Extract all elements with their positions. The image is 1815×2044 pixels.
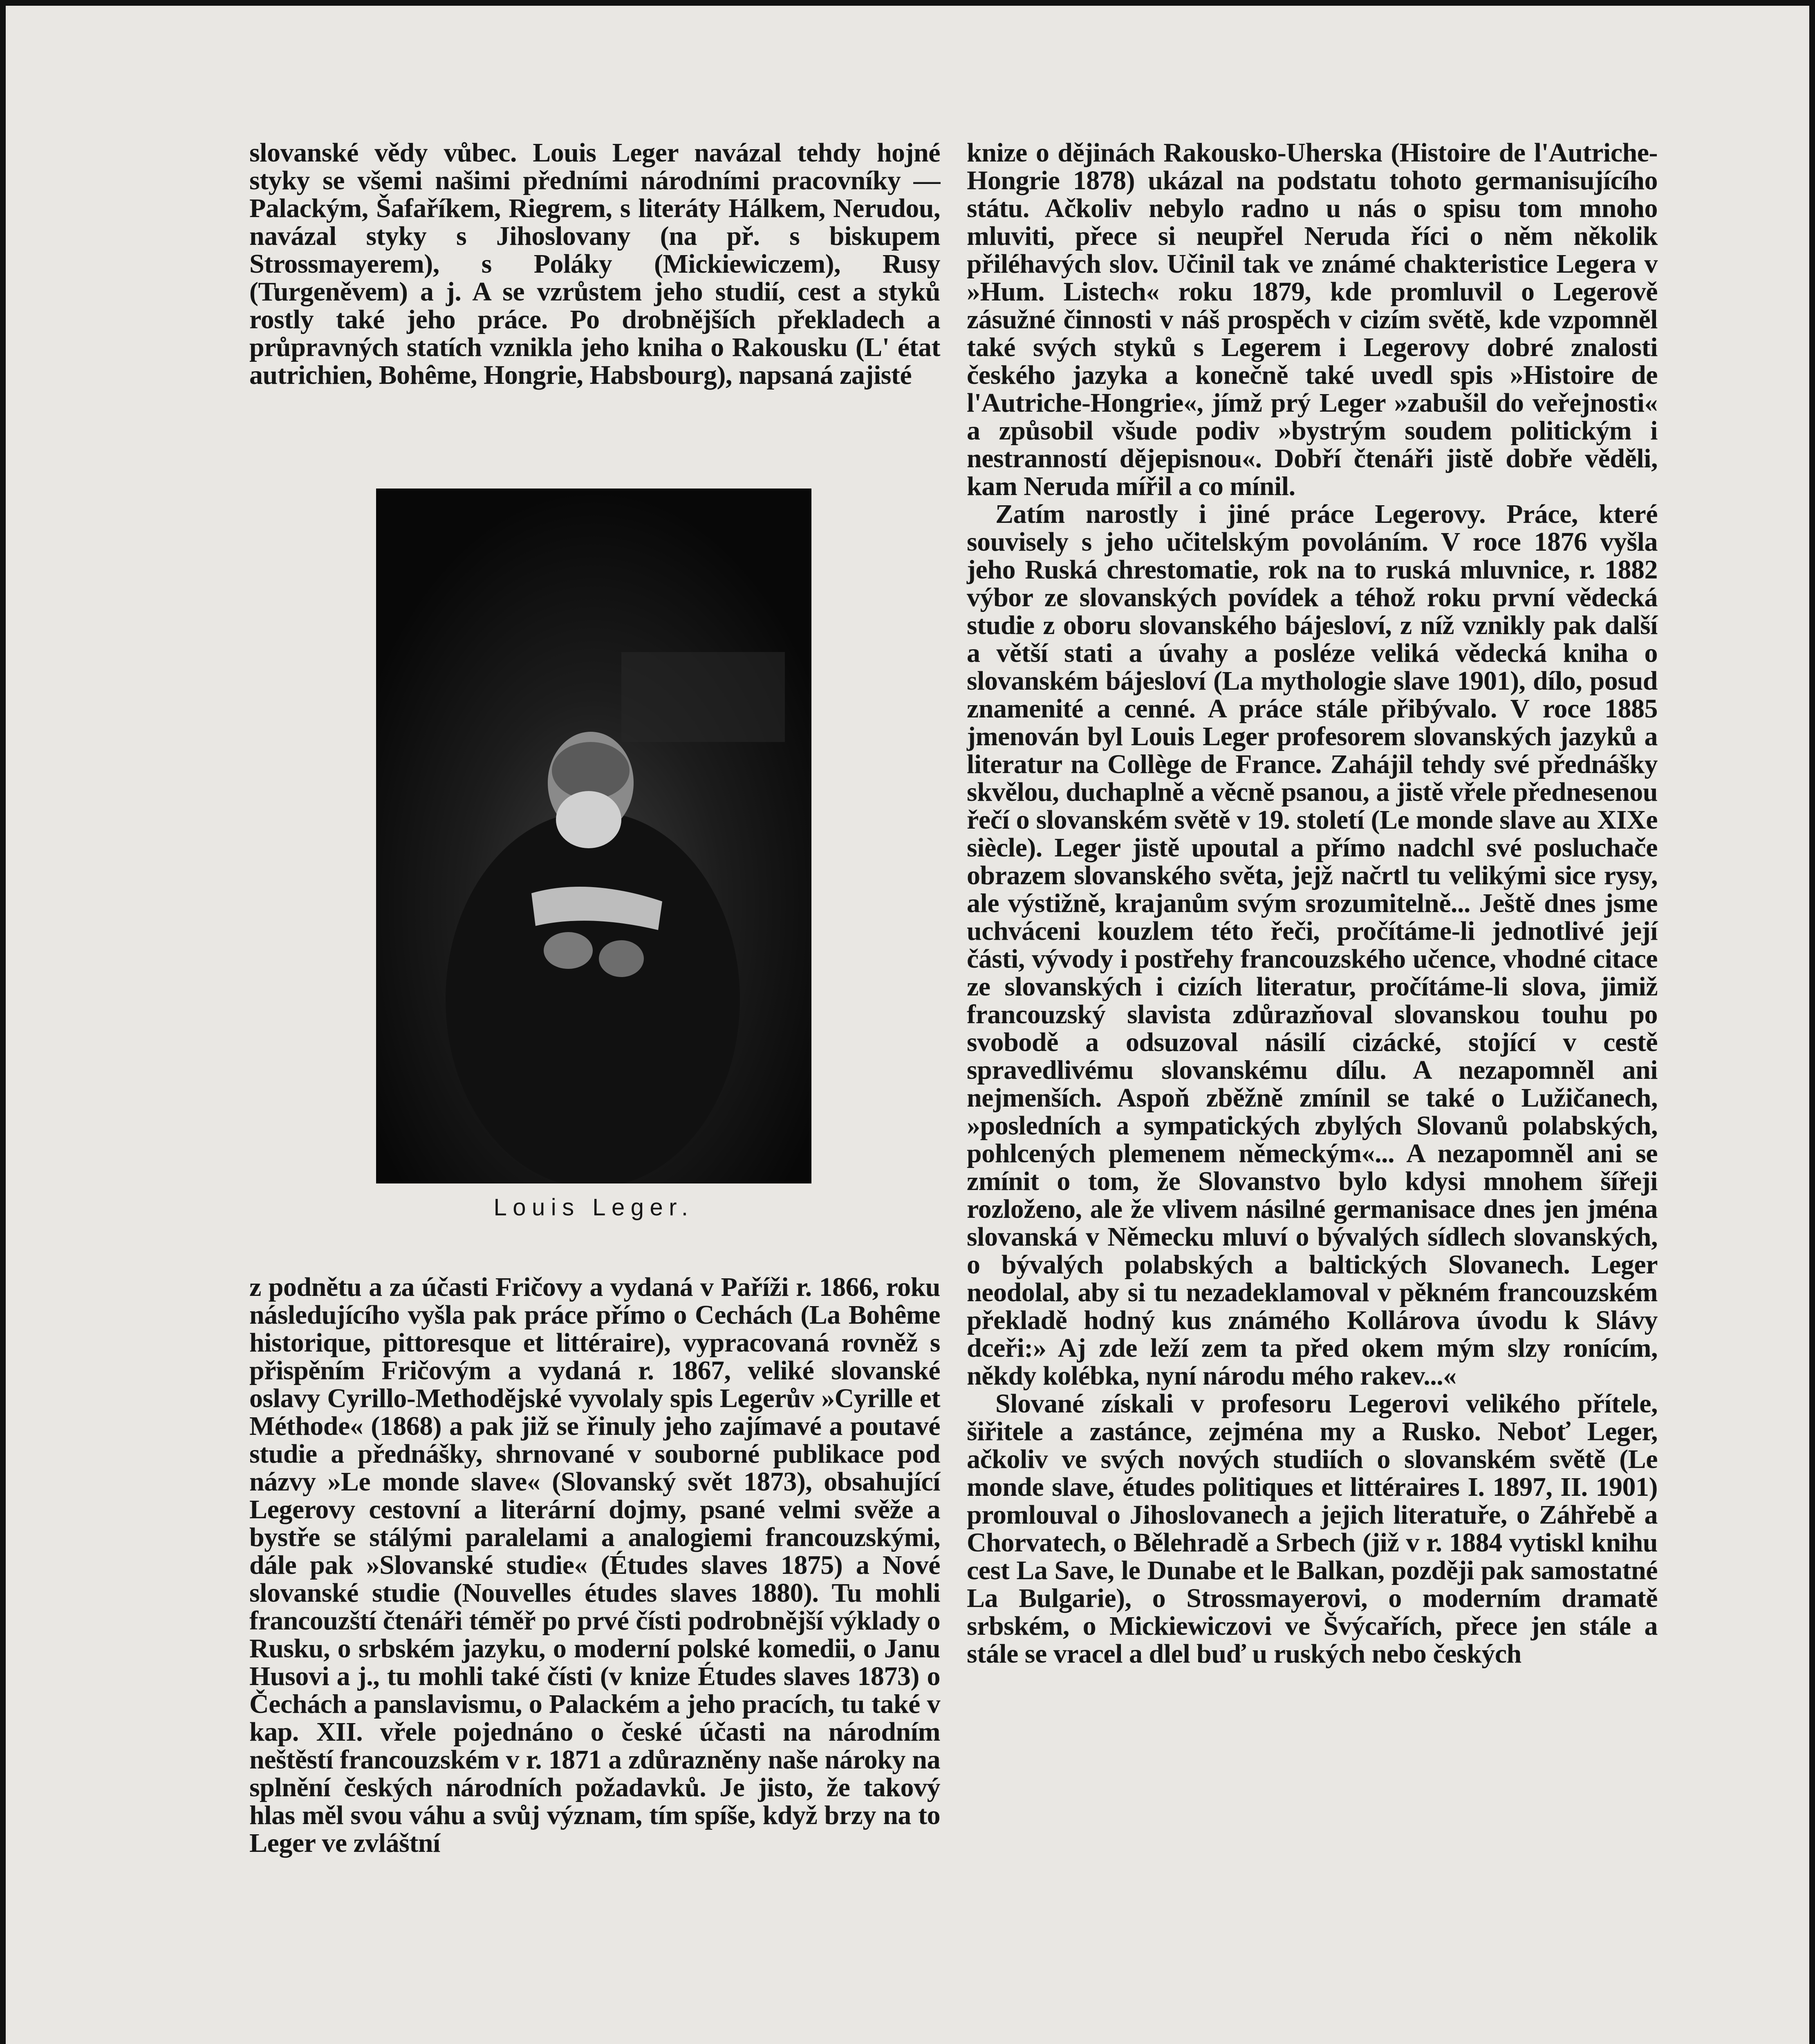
portrait-photo [376, 489, 811, 1183]
paragraph: knize o dějinách Rakousko-Uherska (Histoire de l'Autriche-Hongrie 1878) ukázal na podstatu tohoto germanisujícího státu. Ačkoliv nebylo radno u nás o spisu tom mnoho mluviti, přece si neupřel Neruda říci o něm několik přiléhavých slov. Učinil tak ve známé chakteristice Legera v »Hum. Listech« roku 1879, kde promluvil o Legerově zásužné činnosti v náš prospěch v cizím světě, kde vzpomněl také svých styků s Legerem i Legerovy dobré znalosti českého jazyka a konečně také uvedl spis »Histoire de l'Autriche-Hongrie«, jímž prý Leger »zabušil do veřejnosti« a způsobil všude podiv »bystrým soudem politickým i nestranností dějepisnou«. Dobří čtenáři jistě dobře věděli, kam Neruda mířil a co mínil. [967, 138, 1658, 501]
text-column-left-top [249, 139, 940, 466]
paragraph: z podnětu a za účasti Fričovy a vydaná v Paříži r. 1866, roku následujícího vyšla pak práce přímo o Cechách (La Bohême historique, pittoresque et littéraire), vypracovaná rovněž s přispěním Fričovým a vydaná r. 1867, veliké slovanské oslavy Cyrillo-Methodějské vyvolaly spis Legerův »Cyrille et Méthode« (1868) a pak již se řinuly jeho zajímavé a poutavé studie a přednášky, shrnované v souborné publikace pod názvy »Le monde slave« (Slovanský svět 1873), obsahující Legerovy cestovní a literární dojmy, psané velmi svěže a bystře se stálými paralelami a analogiemi francouzskými, dále pak »Slovanské studie« (Études slaves 1875) a Nové slovanské studie (Nouvelles études slaves 1880). Tu mohli francouzští čtenáři téměř po prvé čísti podrobnější výklady o Rusku, o srbském jazyku, o moderní polské komedii, o Janu Husovi a j., tu mohli také čísti (v knize Études slaves 1873) o Čechách a panslavismu, o Palackém a jeho pracích, tu také v kap. XII. vřele pojednáno o české účasti na národním neštěstí francouzském v r. 1871 a zdůrazněny naše nároky na splnění českých národních požadavků. Je jisto, že takový hlas měl svou váhu a svůj význam, tím spíše, když brzy na to Leger ve zvláštní [249, 1272, 940, 1858]
text-column-right [967, 139, 1658, 2044]
paragraph: Slované získali v profesoru Legerovi velikého přítele, šiřitele a zastánce, zejména my a Rusko. Neboť Leger, ačkoliv ve svých nových studiích o slovanském světě (Le monde slave, études politiques et littéraires I. 1897, II. 1901) promlouval o Jihoslovanech a jejich literatuře, o Záhřebě a Chorvatech, o Bělehradě a Srbech (již v r. 1884 vytiskl knihu cest La Save, le Dunabe et le Balkan, později pak samostatné La Bulgarie), o Strossmayerovi, o moderním dramatě srbském, o Mickiewiczovi ve Švýcařích, přece jen stále a stále se vracel a dlel buď u ruských nebo českých [967, 1389, 1658, 1669]
paragraph: Zatím narostly i jiné práce Legerovy. Práce, které souvisely s jeho učitelským povoláním. V roce 1876 vyšla jeho Ruská chrestomatie, rok na to ruská mluvnice, r. 1882 výbor ze slovanských povídek a téhož roku první vědecká studie z oboru slovanského bájesloví, z níž vznikly pak další a větší stati a úvahy a posléze veliká vědecká kniha o slovanském bájesloví (La mythologie slave 1901), dílo, posud znamenité a cenné. A práce stále přibývalo. V roce 1885 jmenován byl Louis Leger profesorem slovanských jazyků a literatur na Collège de France. Zahájil tehdy své přednášky skvělou, duchaplně a věcně psanou, a jistě vřele přednesenou řečí o slovanském světě v 19. století (Le monde slave au XIXe siècle). Leger jistě upoutal a přímo nadchl své posluchače obrazem slovanského světa, jejž načrtl tu velikými sice rysy, ale výstižně, krajanům svým srozumitelně... Ještě dnes jsme uchváceni kouzlem této řeči, pročítáme-li jednotlivé její části, vývody i postřehy francouzského učence, vhodné citace ze slovanských i cizích literatur, pročítáme-li slova, jimiž francouzský slavista zdůrazňoval slovanskou touhu po svobodě a odsuzoval násilí cizácké, stojící v cestě spravedlivému slovanskému dílu. A nezapomněl ani nejmenších. Aspoň zběžně zmínil se také o Lužičanech, »posledních a sympatických zbylých Slovanů polabských, pohlcených plemenem německým«... A nezapomněl ani se zmínit o tom, že Slovanstvo bylo kdysi mnohem šířeji rozloženo, ale že vlivem násilné germanisace dnes jen jména slovanská v Německu mluví o bývalých sídlech slovanských, o bývalých polabských a baltických Slovanech. Leger neodolal, aby si tu nezadeklamoval v pěkném francouzském překladě hodný kus známého Kollárova úvodu k Slávy dceři:» Aj zde leží zem ta před okem mým slzy ronícím, někdy kolébka, nyní národu mého rakev...« [967, 499, 1658, 1391]
paragraph: slovanské vědy vůbec. Louis Leger navázal tehdy hojné styky se všemi našimi předními národními pracovníky — Palackým, Šafaříkem, Riegrem, s literáty Hálkem, Nerudou, navázal styky s Jihoslovany (na př. s biskupem Strossmayerem), s Poláky (Mickiewiczem), Rusy (Turgeněvem) a j. A se vzrůstem jeho studií, cest a styků rostly také jeho práce. Po drobnějších překladech a průpravných statích vznikla jeho kniha o Rakousku (L' état autrichien, Bohême, Hongrie, Habsbourg), napsaná zajisté [249, 138, 940, 390]
portrait-image [376, 489, 811, 1183]
text-column-left-bottom [249, 1273, 940, 2044]
figure-caption: Louis Leger. [493, 1194, 694, 1221]
